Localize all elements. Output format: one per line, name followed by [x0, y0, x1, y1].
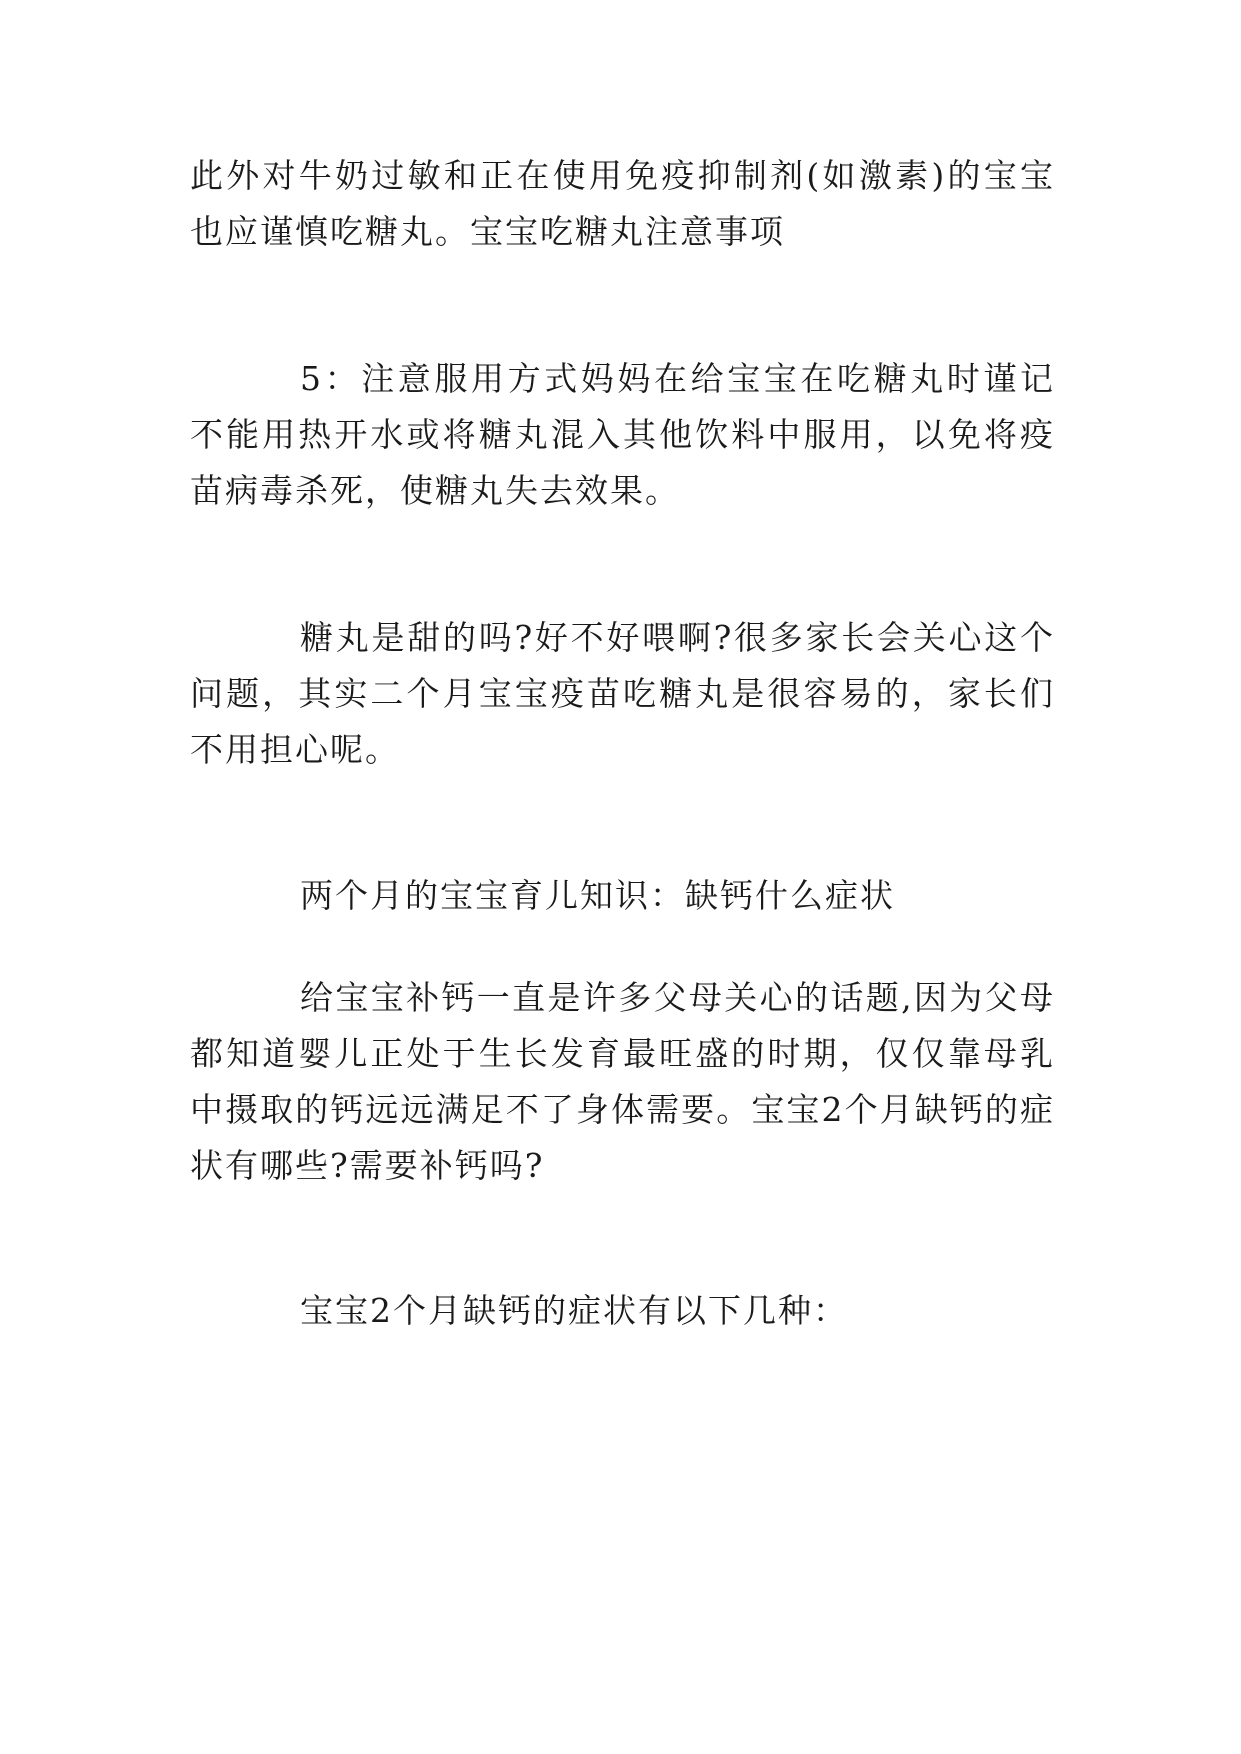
- paragraph-calcium-intro: 给宝宝补钙一直是许多父母关心的话题,因为父母都知道婴儿正处于生长发育最旺盛的时期，仅仅靠母乳中摄取的钙远远满足不了身体需要。宝宝2个月缺钙的症状有哪些?需要补钙吗?: [190, 978, 1055, 1185]
- paragraph-symptoms-lead: 宝宝2个月缺钙的症状有以下几种：: [300, 1291, 848, 1330]
- paragraph-usage-method: 5：注意服用方式妈妈在给宝宝在吃糖丸时谨记不能用热开水或将糖丸混入其他饮料中服用，以免将疫苗病毒杀死，使糖丸失去效果。: [190, 359, 1055, 510]
- section-heading-calcium: 两个月的宝宝育儿知识：缺钙什么症状: [300, 876, 895, 915]
- paragraph-allergy-caution: 此外对牛奶过敏和正在使用免疫抑制剂(如激素)的宝宝也应谨慎吃糖丸。宝宝吃糖丸注意事项: [190, 156, 1055, 251]
- paragraph-sweetness: 糖丸是甜的吗?好不好喂啊?很多家长会关心这个问题，其实二个月宝宝疫苗吃糖丸是很容易的，家长们不用担心呢。: [190, 618, 1055, 769]
